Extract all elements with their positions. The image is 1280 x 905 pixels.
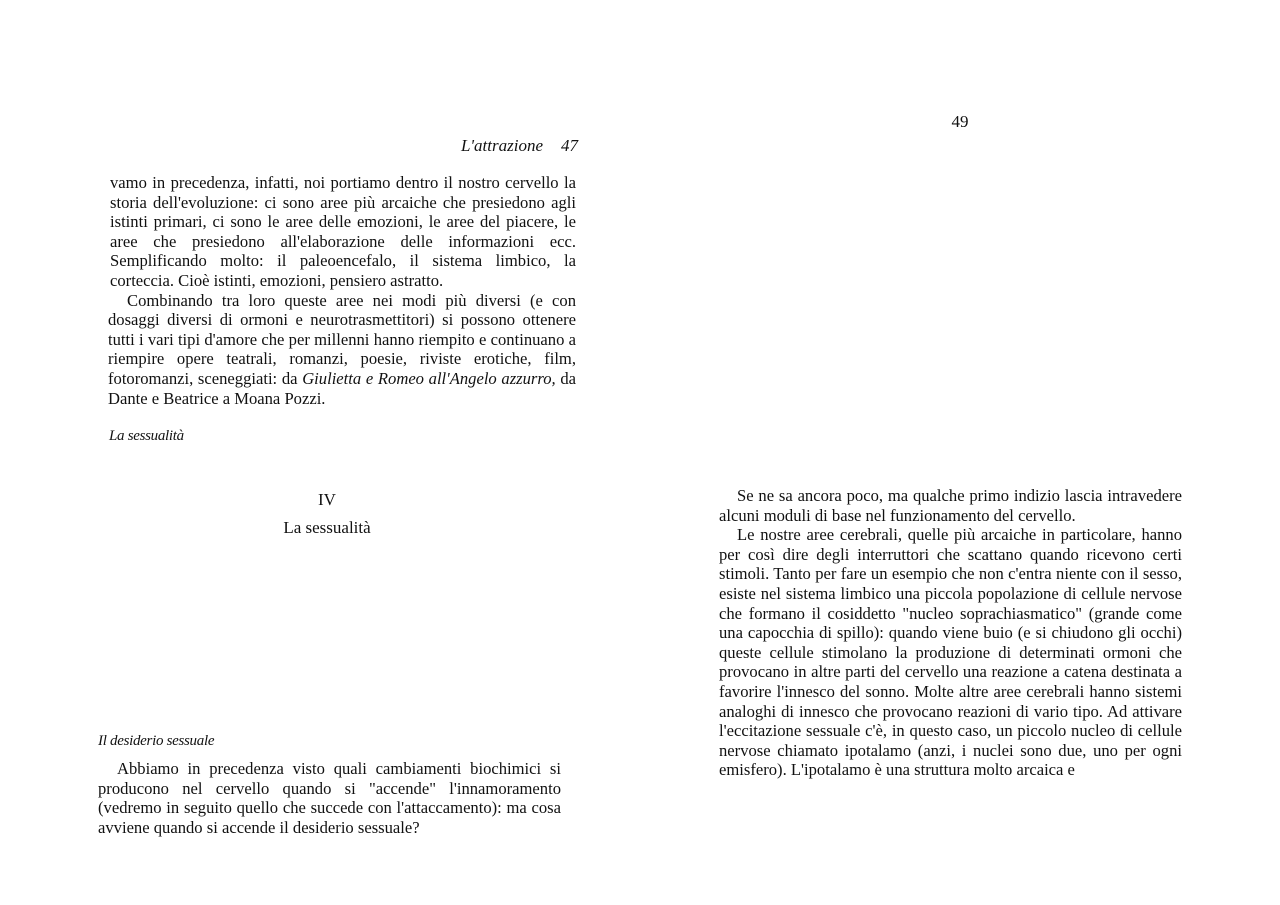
- right-paragraph-2: Le nostre aree cerebrali, quelle più arcaiche in particolare, hanno per così dire degli interruttori che scattano quando ricevono certi stimoli. Tanto per fare un esempio che non c'entra niente con il sesso, esiste nel sistema limbico una piccola popolazione di cellule nervose che formano il cosiddetto "nucleo soprachiasmatico" (grande come una capocchia di spillo): quando viene buio (e si chiudono gli occhi) queste cellule stimolano la produzione di determinati ormoni che provocano in altre parti del cervello una reazione a catena destinata a favorire l'innesco del sonno. Molte altre aree cerebrali hanno sistemi analoghi di innesco che provocano reazioni di vario tipo. Ad attivare l'eccitazione sessuale c'è, in questo caso, un piccolo nucleo di cellule nervose chiamato ipotalamo (anzi, i nuclei sono due, uno per ogni emisfero). L'ipotalamo è una struttura molto arcaica e: [719, 525, 1182, 780]
- page-number-left: 47: [561, 136, 578, 155]
- left-paragraph-1: vamo in precedenza, infatti, noi portiamo dentro il nostro cervello la storia dell'evoluzione: ci sono aree più arcaiche che presiedono agli istinti primari, ci sono le aree delle emozioni, le aree del piacere, le aree che presiedono all'elaborazione delle informazioni ecc. Semplificando molto: il paleoencefalo, il sistema limbico, la corteccia. Cioè istinti, emozioni, pensiero astratto.: [110, 173, 576, 290]
- running-head: [400, 136, 578, 156]
- left-bottom-paragraph: Abbiamo in precedenza visto quali cambiamenti biochimici si producono nel cervello quando si "accende" l'innamoramento (vedremo in seguito quello che succede con l'attaccamento): ma cosa avviene quando si accende il desiderio sessuale?: [98, 759, 561, 837]
- left-paragraph-2-italic: Giulietta e Romeo all'Angelo azzurro,: [302, 368, 556, 388]
- left-paragraph-2-text: Combinando tra loro queste aree nei modi più diversi (e con dosaggi diversi di ormoni e neurotrasmettitori) si possono ottenere tutti i vari tipi d'amore che per millenni hanno riempito e continuano a riempire opere teatrali, romanzi, poesie, riviste erotiche, film, fotoromanzi, sceneggiati: da: [108, 290, 576, 388]
- right-paragraph-1: Se ne sa ancora poco, ma qualche primo indizio lascia intravedere alcuni moduli di base nel funzionamento del cervello.: [719, 486, 1182, 525]
- chapter-title: La sessualità: [283, 518, 371, 537]
- page-number-right: 49: [951, 112, 969, 131]
- left-paragraph-2: [108, 291, 576, 409]
- left-paragraph-2-end: da Dante e Beatrice a Moana Pozzi.: [108, 368, 576, 408]
- running-head-title: L'attrazione: [460, 136, 543, 155]
- section-tag: La sessualità: [109, 428, 184, 444]
- chapter-number: IV: [318, 490, 336, 509]
- left-text-block: [110, 173, 576, 408]
- subheading: Il desiderio sessuale: [98, 733, 215, 749]
- right-text-column: [719, 486, 1182, 780]
